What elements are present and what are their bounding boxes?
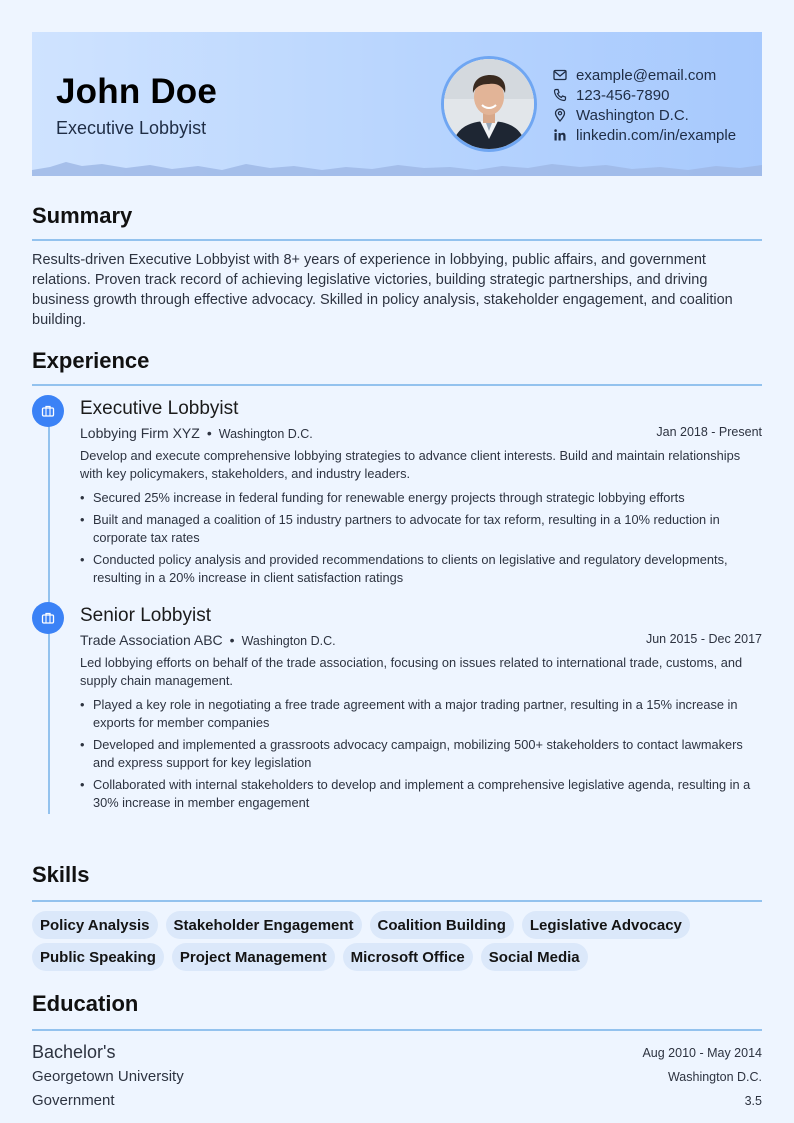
job-achievements bbox=[80, 489, 762, 591]
contact-email-text: example@email.com bbox=[576, 66, 717, 84]
contact-location bbox=[553, 105, 736, 125]
summary-text: Results-driven Executive Lobbyist with 8+ years of experience in lobbying, public affairs, and government relations. Proven track record of achieving legislative victories, building strategic partnerships, and driving business growth through effective advocacy. Skilled in policy analysis, stakeholder engagement, and coalition building. bbox=[32, 252, 733, 328]
skill-chip: Microsoft Office bbox=[343, 943, 473, 971]
job-achievements bbox=[80, 696, 762, 816]
experience-heading: Experience bbox=[32, 348, 150, 373]
job-company-line: Lobbying Firm XYZ • Washington D.C. bbox=[80, 425, 313, 441]
achievement-item: • Built and managed a coalition of 15 industry partners to advocate for tax reform, resulting in a 10% reduction in corporate tax rates bbox=[80, 511, 762, 547]
achievement-item: • Secured 25% increase in federal funding for renewable energy projects through strategic lobbying efforts bbox=[80, 489, 762, 507]
summary-heading: Summary bbox=[32, 203, 133, 228]
skill-chip: Stakeholder Engagement bbox=[166, 911, 362, 939]
job-company-line: Trade Association ABC • Washington D.C. bbox=[80, 632, 336, 648]
education-entry bbox=[32, 1042, 762, 1114]
skills-divider bbox=[32, 900, 762, 902]
job-description: Led lobbying efforts on behalf of the trade association, focusing on issues related to international trade, customs, and supply chain management. bbox=[80, 655, 743, 688]
skill-chip: Public Speaking bbox=[32, 943, 164, 971]
summary-divider bbox=[32, 239, 762, 241]
header-wave-decoration bbox=[32, 158, 762, 176]
skill-chip: Social Media bbox=[481, 943, 588, 971]
achievement-item: • Collaborated with internal stakeholders to develop and implement a comprehensive legislative agenda, resulting in a 30% increase in member engagement bbox=[80, 776, 762, 812]
job-dates: Jan 2018 - Present bbox=[656, 425, 762, 439]
job-location: Washington D.C. bbox=[241, 634, 336, 648]
map-pin-icon bbox=[553, 108, 567, 122]
contact-email[interactable] bbox=[553, 65, 736, 85]
skills-list bbox=[32, 911, 762, 971]
contact-location-text: Washington D.C. bbox=[576, 106, 689, 124]
candidate-name: John Doe bbox=[56, 72, 218, 111]
linkedin-icon bbox=[553, 128, 567, 142]
education-heading: Education bbox=[32, 991, 139, 1016]
candidate-title: Executive Lobbyist bbox=[56, 118, 207, 138]
contact-list bbox=[553, 65, 736, 145]
briefcase-icon bbox=[32, 602, 64, 634]
achievement-item: • Conducted policy analysis and provided recommendations to clients on legislative and regulatory developments, resulting in a 20% increase in client satisfaction ratings bbox=[80, 551, 762, 587]
education-gpa: 3.5 bbox=[744, 1094, 762, 1108]
education-degree: Bachelor's bbox=[32, 1042, 116, 1062]
resume-page bbox=[32, 32, 762, 1109]
contact-linkedin-text: linkedin.com/in/example bbox=[576, 126, 737, 144]
skill-chip: Legislative Advocacy bbox=[522, 911, 690, 939]
education-school: Georgetown University bbox=[32, 1068, 184, 1085]
education-field: Government bbox=[32, 1092, 115, 1109]
education-dates: Aug 2010 - May 2014 bbox=[642, 1046, 762, 1060]
phone-icon bbox=[553, 88, 567, 102]
mail-icon bbox=[553, 68, 567, 82]
job-dates: Jun 2015 - Dec 2017 bbox=[645, 632, 762, 646]
job-role: Senior Lobbyist bbox=[80, 605, 211, 626]
profile-photo bbox=[441, 56, 537, 152]
contact-linkedin[interactable] bbox=[553, 125, 736, 145]
skill-chip: Coalition Building bbox=[370, 911, 514, 939]
job-description: Develop and execute comprehensive lobbying strategies to advance client interests. Build and maintain relationships with key policymakers, stakeholders, and industry leaders. bbox=[80, 448, 741, 481]
resume-header bbox=[32, 32, 762, 176]
education-divider bbox=[32, 1029, 762, 1031]
skills-heading: Skills bbox=[32, 862, 90, 887]
skill-chip: Policy Analysis bbox=[32, 911, 158, 939]
contact-phone-text: 123-456-7890 bbox=[576, 86, 670, 104]
education-location: Washington D.C. bbox=[667, 1070, 762, 1084]
achievement-item: • Played a key role in negotiating a free trade agreement with a major trading partner, resulting in a 15% increase in exports for member companies bbox=[80, 696, 762, 732]
job-company: Lobbying Firm XYZ bbox=[80, 425, 200, 441]
job-company: Trade Association ABC bbox=[80, 632, 223, 648]
skill-chip: Project Management bbox=[172, 943, 335, 971]
achievement-item: • Developed and implemented a grassroots advocacy campaign, mobilizing 500+ stakeholders to contact lawmakers and express support for key legislation bbox=[80, 736, 762, 772]
job-location: Washington D.C. bbox=[218, 427, 313, 441]
job-role: Executive Lobbyist bbox=[80, 398, 239, 419]
contact-phone[interactable] bbox=[553, 85, 736, 105]
briefcase-icon bbox=[32, 395, 64, 427]
experience-divider bbox=[32, 384, 762, 386]
